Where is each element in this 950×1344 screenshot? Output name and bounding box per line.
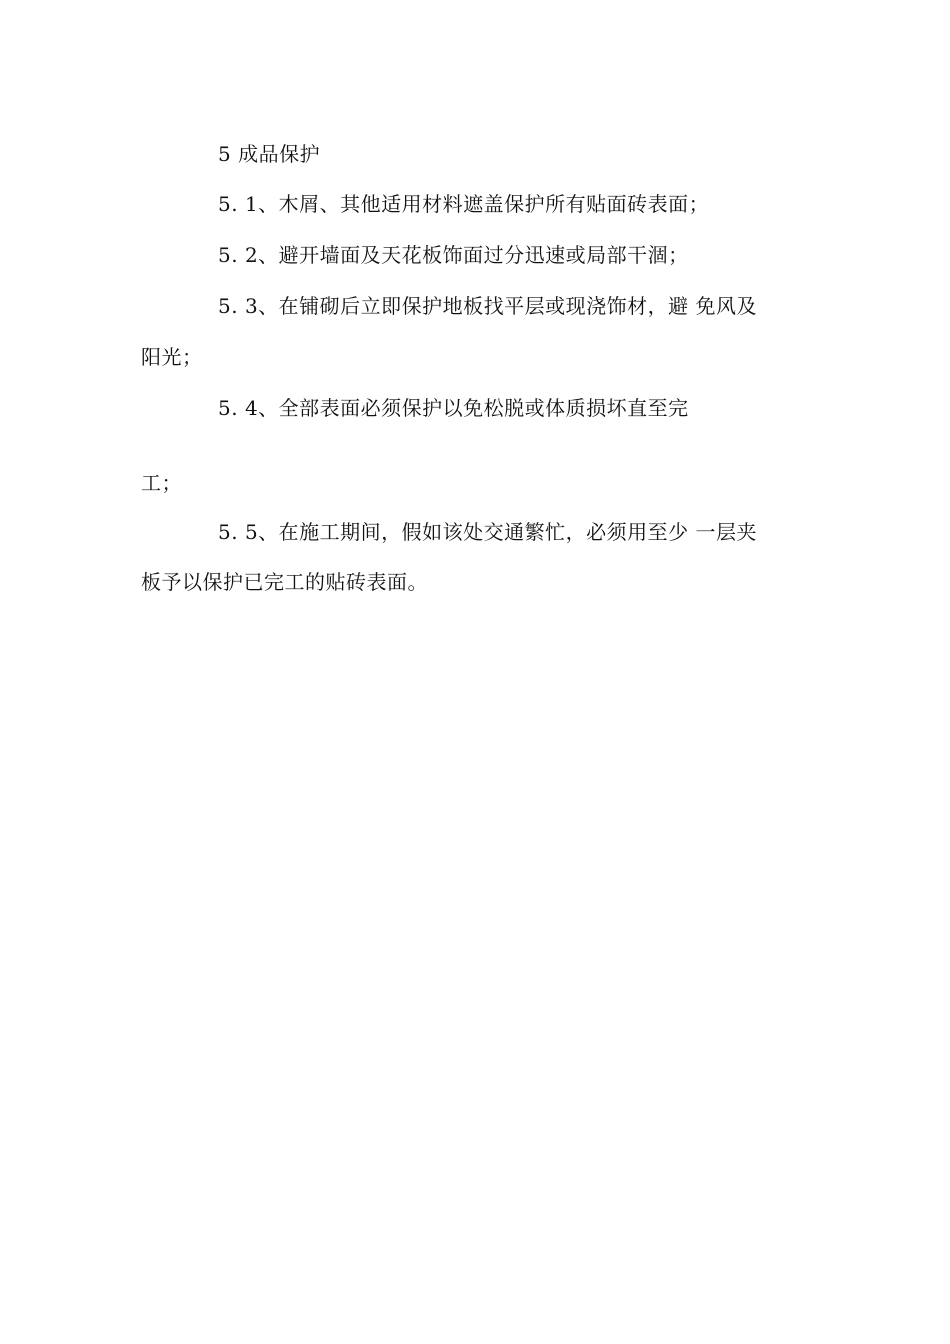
paragraph-5-3-line-1: 5. 3、在铺砌后立即保护地板找平层或现浇饰材，避 免风及 — [218, 294, 758, 318]
paragraph-5-4-line-1: 5. 4、全部表面必须保护以免松脱或体质损坏直至完 — [218, 396, 689, 420]
paragraph-5-5-line-1: 5. 5、在施工期间，假如该处交通繁忙，必须用至少 一层夹 — [218, 520, 758, 544]
paragraph-5-4-line-2: 工； — [141, 471, 182, 495]
paragraph-5-2: 5. 2、避开墙面及天花板饰面过分迅速或局部干涸； — [218, 243, 689, 267]
paragraph-5-1: 5. 1、木屑、其他适用材料遮盖保护所有贴面砖表面； — [218, 192, 710, 216]
paragraph-5-5-line-2: 板予以保护已完工的贴砖表面。 — [141, 570, 428, 594]
section-heading: 5 成品保护 — [218, 142, 321, 166]
paragraph-5-3-line-2: 阳光； — [141, 345, 203, 369]
